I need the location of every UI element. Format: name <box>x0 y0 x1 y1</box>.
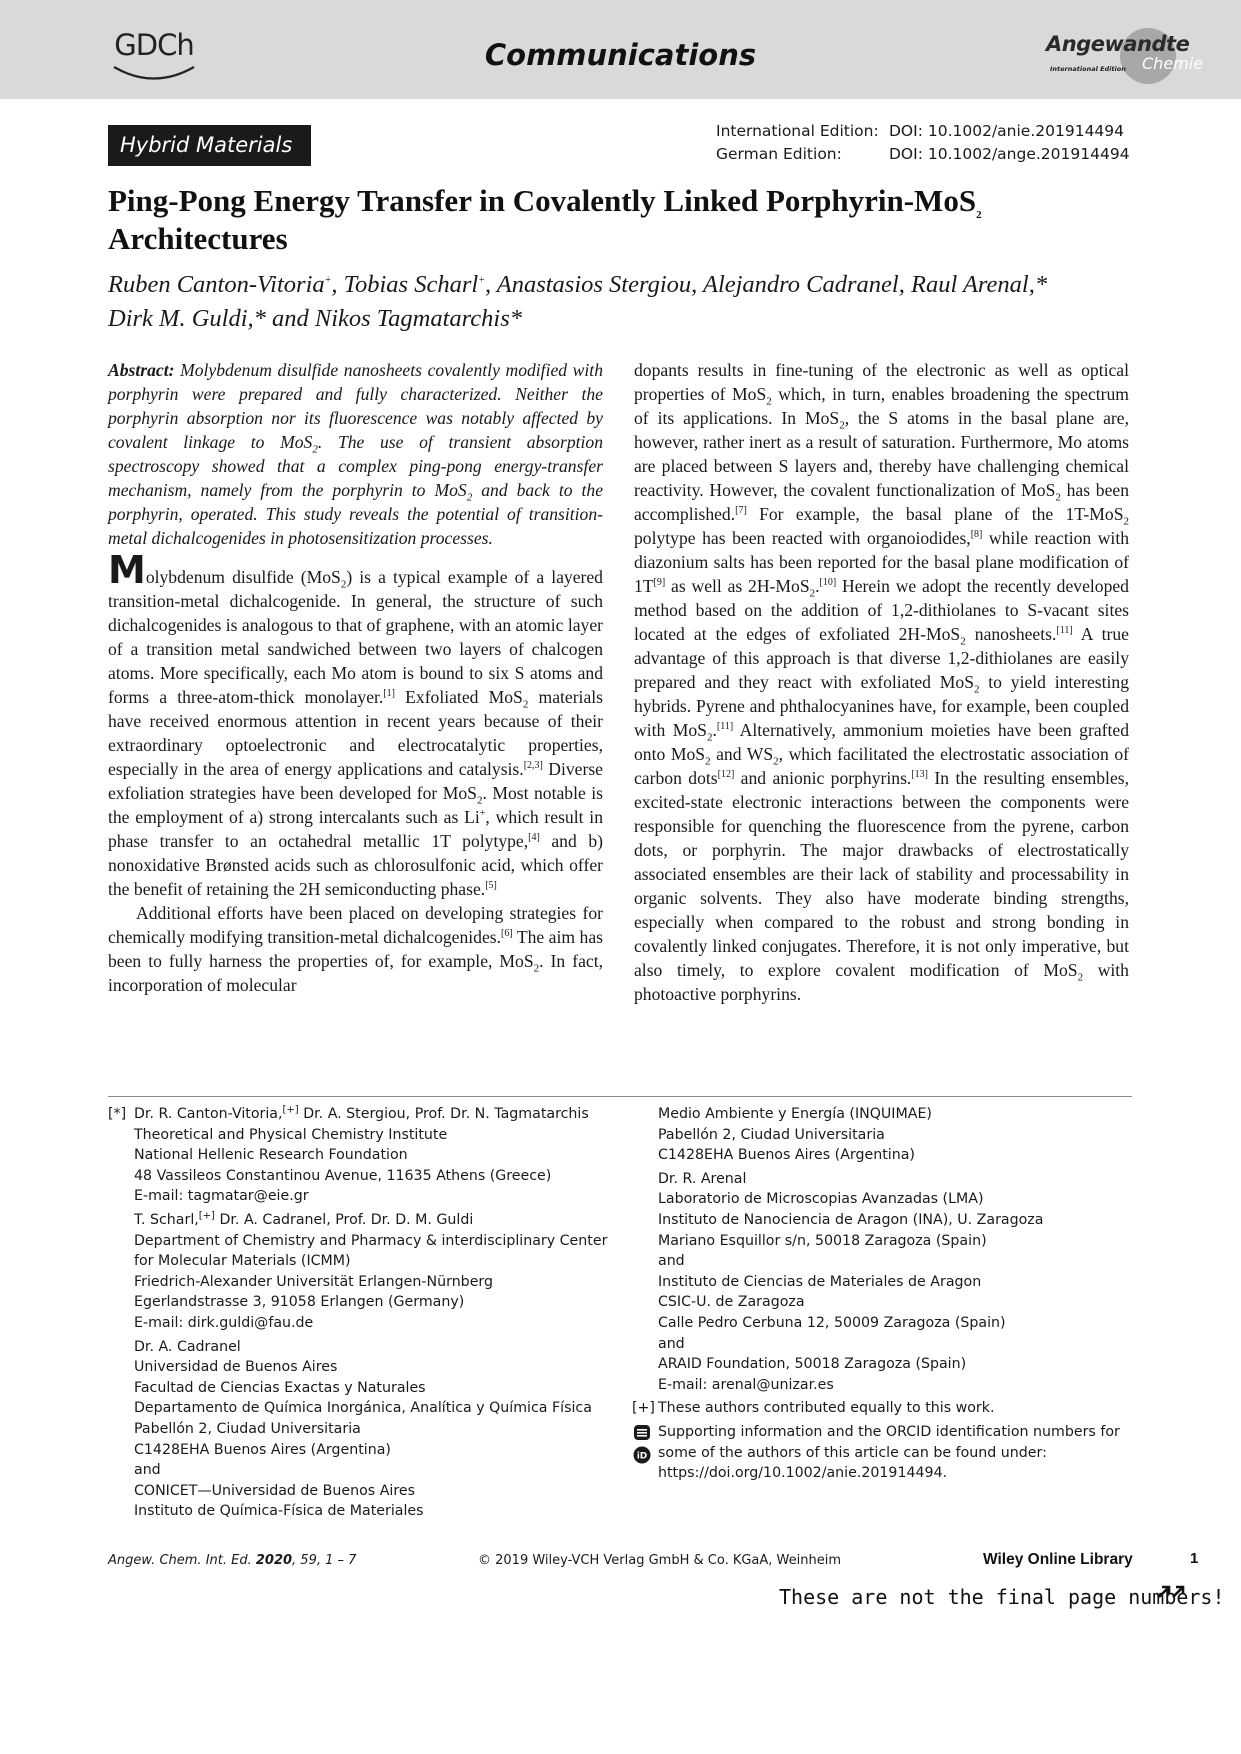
citation-ref[interactable]: [10] <box>819 577 837 589</box>
authors-rest-line2: Dirk M. Guldi,* and Nikos Tagmatarchis* <box>108 305 523 332</box>
email-link[interactable]: E-mail: tagmatar@eie.gr <box>134 1188 309 1205</box>
drop-cap: M <box>108 548 146 592</box>
subscript: 2 <box>974 683 980 696</box>
abstract-subscript: 2 <box>312 443 318 456</box>
page-number: 1 <box>1190 1550 1199 1567</box>
citation-ref[interactable]: [5] <box>485 880 497 892</box>
footnote-text: These authors contributed equally to this work. <box>658 1400 995 1417</box>
author-1-mark: + <box>324 274 332 286</box>
doi-block <box>716 120 1130 166</box>
title-line2: Architectures <box>108 221 288 256</box>
body-text: ) is a typical example of a layered transition-metal dichalcogenide. In general, the structure of such dichalcogenides is analogous to that of graphene, with an atomic layer of a transition metal sandwiched between two layers of chalcogen atoms. More specifically, each Mo atom is bound to six S atoms and forms a three-atom-thick monolayer. <box>108 567 603 707</box>
body-text: nanosheets. <box>965 624 1057 644</box>
affiliation-text: Dr. A. Stergiou, Prof. Dr. N. Tagmatarchis <box>298 1106 589 1122</box>
footnote-mark: [+] <box>632 1400 655 1417</box>
body-paragraph-3 <box>634 358 1129 1006</box>
affiliation-line: Theoretical and Physical Chemistry Institute <box>134 1126 448 1143</box>
abstract-subscript: 2 <box>466 491 473 504</box>
affiliation-line: Friedrich-Alexander Universität Erlangen-Nürnberg <box>134 1273 494 1290</box>
footnote-divider <box>108 1096 1132 1097</box>
doi-row-german <box>716 143 1130 166</box>
doi-german-link[interactable]: DOI: 10.1002/ange.201914494 <box>889 145 1130 163</box>
article-title <box>108 182 1128 258</box>
affiliation-line: Medio Ambiente y Energía (INQUIMAE) <box>658 1106 932 1122</box>
affiliation-block <box>108 1210 620 1334</box>
affiliation-line: and <box>658 1253 685 1270</box>
footer-journal-name: Angew. Chem. Int. Ed. <box>108 1553 256 1568</box>
body-text: . <box>815 576 820 596</box>
body-paragraph-1 <box>108 548 603 901</box>
affiliation-line: and <box>134 1462 161 1479</box>
subscript: 2 <box>809 587 816 600</box>
affiliation-line <box>134 1104 620 1125</box>
footnotes-right <box>632 1104 1152 1484</box>
affiliation-line: and <box>658 1335 685 1352</box>
subscript: 2 <box>839 419 845 432</box>
citation-ref[interactable]: [12] <box>717 769 735 781</box>
body-text: materials have received enormous attention in recent years because of their extraordinary optoelectronic and electrocatalytic properties, especially in the area of energy applications and catalysis. <box>108 687 603 779</box>
affiliation-line: Instituto de Nanociencia de Aragon (INA), U. Zaragoza <box>658 1211 1044 1228</box>
affiliation-line: CONICET—Universidad de Buenos Aires <box>134 1482 415 1499</box>
citation-ref[interactable]: [6] <box>501 928 513 940</box>
affiliation-line: CSIC-U. de Zaragoza <box>658 1294 805 1311</box>
subscript: 2 <box>706 731 713 744</box>
affiliation-line: National Hellenic Research Foundation <box>134 1147 408 1164</box>
subscript: 2 <box>1055 491 1061 504</box>
abstract-text: . The use of transient absorption spectroscopy showed that a complex ping-pong energy-transfer mechanism, namely from the porphyrin to MoS <box>108 432 603 500</box>
double-arrow-icon <box>1156 1580 1188 1600</box>
doi-intl-link[interactable]: DOI: 10.1002/anie.201914494 <box>889 122 1125 140</box>
body-text: dopants results in fine-tuning of the electronic as well as optical properties of MoS <box>634 360 1129 404</box>
affiliation-line: Dr. A. Cadranel <box>134 1338 241 1355</box>
doi-link[interactable]: https://doi.org/10.1002/anie.201914494. <box>658 1465 948 1482</box>
body-text: . Most notable is the employment of a) strong intercalants such as Li <box>108 783 603 827</box>
footer-copyright: © 2019 Wiley-VCH Verlag GmbH & Co. KGaA, Weinheim <box>478 1553 842 1568</box>
body-text: , which facilitated the electrostatic association of carbon dots <box>634 744 1129 788</box>
subscript: 2 <box>773 755 779 768</box>
subscript: 2 <box>1123 515 1129 528</box>
body-column-left <box>108 358 603 997</box>
subscript: 2 <box>522 698 529 711</box>
affiliation-block <box>632 1169 1152 1396</box>
body-text: has been accomplished. <box>634 480 1129 524</box>
email-link[interactable]: E-mail: dirk.guldi@fau.de <box>134 1314 314 1331</box>
equal-contribution-mark: [+] <box>198 1210 215 1222</box>
abstract-label: Abstract: <box>108 360 175 380</box>
affiliation-line: for Molecular Materials (ICMM) <box>134 1253 351 1270</box>
affiliation-line: Egerlandstrasse 3, 91058 Erlangen (Germany) <box>134 1294 465 1311</box>
body-text: with photoactive porphyrins. <box>634 960 1129 1004</box>
svg-text:iD: iD <box>636 1451 648 1462</box>
supporting-info-icon <box>633 1424 651 1466</box>
affiliation-line: Dr. R. Arenal <box>658 1170 747 1187</box>
body-text: Herein we adopt the recently developed method based on the addition of 1,2-dithiolanes to S-vacant sites located at the edges of exfoliated 2H-MoS <box>634 576 1129 644</box>
affiliation-line: Mariano Esquillor s/n, 50018 Zaragoza (Spain) <box>658 1232 987 1249</box>
citation-ref[interactable]: [4] <box>528 832 540 844</box>
body-text: which, in turn, enables broadening the spectrum of its applications. In MoS <box>634 384 1129 428</box>
affiliation-line: Instituto de Química-Física de Materiales <box>134 1503 424 1520</box>
affiliation-line: Instituto de Ciencias de Materiales de Aragon <box>658 1273 982 1290</box>
body-text: A true advantage of this approach is that diverse 1,2-dithiolanes are easily prepared and they react with exfoliated MoS <box>634 624 1129 692</box>
body-text: as well as 2H-MoS <box>665 576 810 596</box>
doi-intl-label: International Edition: <box>716 122 879 140</box>
citation-ref[interactable]: [9] <box>653 577 666 589</box>
body-text: to yield interesting hybrids. Pyrene and phthalocyanines have, for example, been coupled with MoS <box>634 672 1130 740</box>
citation-ref[interactable]: [7] <box>735 505 747 517</box>
affiliation-line: Calle Pedro Cerbuna 12, 50009 Zaragoza (Spain) <box>658 1314 1006 1331</box>
supporting-info-note <box>632 1422 1152 1484</box>
authors-rest-line1: , Anastasios Stergiou, Alejandro Cadranel, Raul Arenal,* <box>484 271 1048 298</box>
affiliation-line: Pabellón 2, Ciudad Universitaria <box>134 1420 361 1437</box>
subscript: 2 <box>766 395 772 408</box>
final-page-note: These are not the final page numbers! <box>779 1585 1225 1609</box>
subscript: 2 <box>1077 971 1084 984</box>
author-list <box>108 268 1138 336</box>
affiliation-line: Departamento de Química Inorgánica, Analítica y Química Física <box>134 1400 592 1417</box>
body-text: olybdenum disulfide (MoS <box>145 567 341 587</box>
title-line1: Ping-Pong Energy Transfer in Covalently Linked Porphyrin-MoS <box>108 183 977 218</box>
equal-contribution-note <box>632 1398 1152 1419</box>
gdch-logo-text: GDCh <box>114 28 194 62</box>
body-text: and WS <box>710 744 774 764</box>
journal-section-title: Communications <box>484 38 757 72</box>
section-badge: Hybrid Materials <box>108 125 311 166</box>
citation-ref[interactable]: [8] <box>970 529 983 541</box>
footer-journal-citation <box>108 1553 356 1568</box>
body-paragraph-2 <box>108 901 603 997</box>
affiliation-line: 48 Vassileos Constantinou Avenue, 11635 Athens (Greece) <box>134 1167 552 1184</box>
body-text: and b) nonoxidative Brønsted acids such as chlorosulfonic acid, which offer the benefit of retaining the 2H semiconducting phase. <box>108 831 603 899</box>
abstract-text: Molybdenum disulfide nanosheets covalently modified with porphyrin were prepared and fully characterized. Neither the porphyrin absorption nor its fluorescence was notably affected by covalent linkage to MoS <box>108 360 603 452</box>
body-text: , the S atoms in the basal plane are, however, rather inert as a result of saturation. Furthermore, Mo atoms are placed between S layers and, thereby have challenging chemical reactivity. However, the covalent functionalization of MoS <box>634 408 1129 500</box>
author-1: Ruben Canton-Vitoria <box>108 271 325 298</box>
title-subscript: 2 <box>976 209 982 222</box>
abstract-text: and back to the porphyrin, operated. This study reveals the potential of transition-metal dichalcogenides in photosensitization processes. <box>108 480 604 548</box>
body-text: Additional efforts have been placed on developing strategies for chemically modifying transition-metal dichalcogenides. <box>108 903 603 947</box>
body-text: , which result in phase transfer to an octahedral metallic 1T polytype, <box>108 807 603 851</box>
angewandte-logo <box>1040 28 1210 82</box>
footnotes-left <box>108 1104 620 1525</box>
subscript: 2 <box>340 578 347 591</box>
footnote-text: some of the authors of this article can be found under: <box>658 1444 1047 1461</box>
body-text: . In fact, incorporation of molecular <box>108 951 603 995</box>
citation-ref[interactable]: [1] <box>383 688 395 700</box>
angewandte-logo-chemie: Chemie <box>1142 54 1204 73</box>
footnote-mark: [*] <box>108 1106 127 1122</box>
equal-contribution-mark: [+] <box>282 1104 299 1116</box>
footer-journal-year: 2020 <box>255 1553 293 1568</box>
footnote-text: Supporting information and the ORCID identification numbers for <box>658 1423 1120 1440</box>
affiliation-text: Dr. A. Cadranel, Prof. Dr. D. M. Guldi <box>214 1211 474 1228</box>
body-text: For example, the basal plane of the 1T-MoS <box>746 504 1124 524</box>
doi-german-label: German Edition: <box>716 145 842 163</box>
affiliation-line: C1428EHA Buenos Aires (Argentina) <box>658 1147 915 1164</box>
angewandte-logo-name: Angewandte <box>1046 32 1190 56</box>
affiliation-line: Pabellón 2, Ciudad Universitaria <box>658 1126 885 1143</box>
subscript: 2 <box>960 635 966 648</box>
body-column-right <box>634 358 1129 1006</box>
subscript: 2 <box>476 794 483 807</box>
affiliation-line: Universidad de Buenos Aires <box>134 1359 338 1376</box>
subscript: 2 <box>533 962 540 975</box>
body-text: Exfoliated MoS <box>394 687 523 707</box>
affiliation-line: Laboratorio de Microscopias Avanzadas (LMA) <box>658 1191 984 1208</box>
citation-ref[interactable]: [11] <box>1056 625 1073 637</box>
body-text: The aim has been to fully harness the properties of, for example, MoS <box>108 927 603 971</box>
angewandte-logo-edition: International Edition <box>1050 65 1126 73</box>
affiliation-line: ARAID Foundation, 50018 Zaragoza (Spain) <box>658 1356 967 1373</box>
body-text: Diverse exfoliation strategies have been developed for MoS <box>108 759 603 803</box>
citation-ref[interactable]: [11] <box>716 721 734 733</box>
affiliation-line: Department of Chemistry and Pharmacy & interdisciplinary Center <box>134 1232 608 1249</box>
affiliation-block <box>632 1104 1152 1166</box>
affiliation-block <box>108 1337 620 1522</box>
body-text: In the resulting ensembles, excited-state electronic interactions between the components were responsible for quenching the fluorescence from the pyrene, carbon dots, or porphyrin. The major drawbacks of electrostatically associated ensembles are their lack of stability and processability in organic solvents. They also have moderate binding strengths, especially when compared to the robust and strong bonding in covalently linked conjugates. Therefore, it is not only imperative, but also timely, to explore covalent modification of MoS <box>634 768 1129 980</box>
body-text: while reaction with diazonium salts has been reported for the basal plane modification of 1T <box>634 528 1130 596</box>
doi-row-international <box>716 120 1130 143</box>
affiliation-line: C1428EHA Buenos Aires (Argentina) <box>134 1441 391 1458</box>
body-text: Alternatively, ammonium moieties have been grafted onto MoS <box>634 720 1129 764</box>
citation-ref[interactable]: [2,3] <box>523 760 543 772</box>
abstract <box>108 358 603 550</box>
affiliation-text: T. Scharl, <box>134 1211 199 1228</box>
footer-journal-volume: , 59, 1 – 7 <box>292 1553 357 1568</box>
superscript: + <box>479 808 486 820</box>
body-text: . <box>712 720 717 740</box>
affiliation-line <box>134 1210 620 1231</box>
body-text: polytype has been reacted with organoiodides, <box>634 528 971 548</box>
affiliation-block <box>108 1104 620 1207</box>
body-text: and anionic porphyrins. <box>734 768 912 788</box>
affiliation-line: Facultad de Ciencias Exactas y Naturales <box>134 1379 426 1396</box>
author-2: , Tobias Scharl <box>331 271 479 298</box>
affiliation-text: Dr. R. Canton-Vitoria, <box>134 1106 283 1122</box>
subscript: 2 <box>705 755 711 768</box>
citation-ref[interactable]: [13] <box>911 769 928 781</box>
wiley-online-library-link[interactable]: Wiley Online Library <box>983 1551 1133 1568</box>
email-link[interactable]: E-mail: arenal@unizar.es <box>658 1376 834 1393</box>
author-2-mark: + <box>478 274 485 286</box>
